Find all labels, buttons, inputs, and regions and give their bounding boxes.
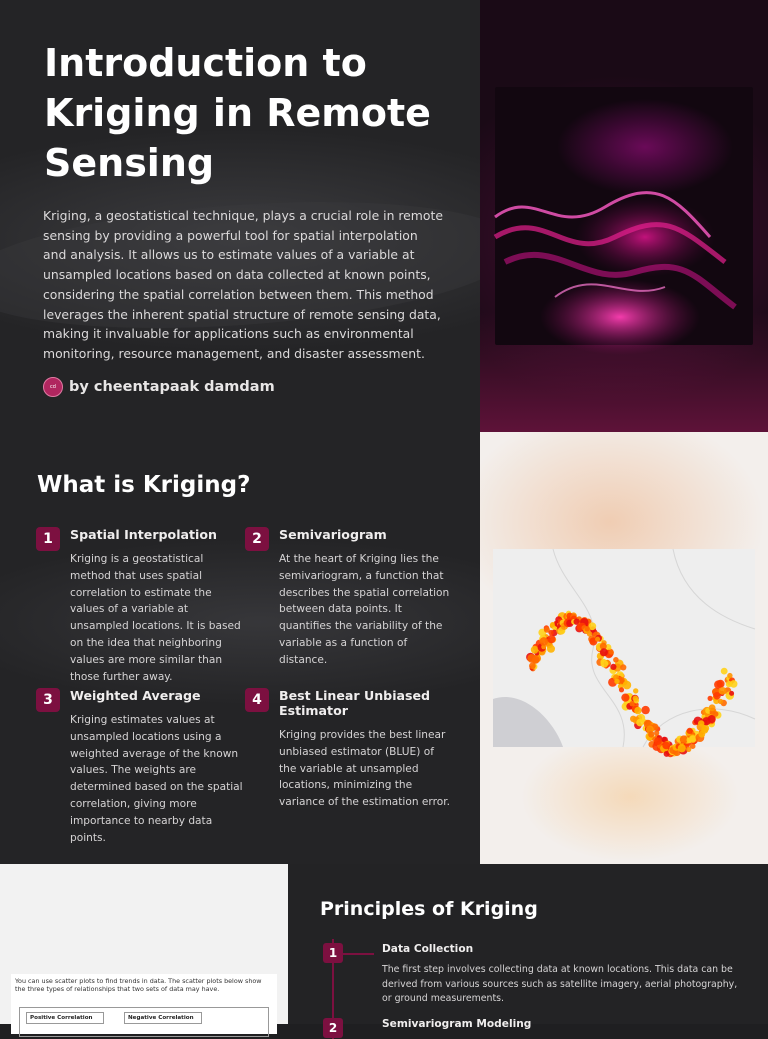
avatar: cd [43,377,63,397]
positive-correlation-label: Positive Correlation [26,1012,104,1024]
step-heading: Data Collection [382,943,474,955]
card-heading: Spatial Interpolation [70,527,217,542]
intro-paragraph: Kriging, a geostatistical technique, plays a crucial role in remote sensing by providing a powerful tool for spatial interpolation and analysis. It allows us to estimate values of a variable at unsampled locations based on data collected at known points, considering the spatial correlation between them. This method leverages the inherent spatial structure of remote sensing data, making it invaluable for applications such as environmental monitoring, resource management, and disaster assessment. [43,208,443,361]
intro-text-panel [0,0,480,432]
scatter-doc-panel [0,864,288,1024]
card-heading: Best Linear Unbiased Estimator [279,688,431,718]
card-body: At the heart of Kriging lies the semivariogram, a function that describes the spatial correlation between data points. It quantifies the variability of the variable as a function of distance. [279,553,450,666]
card-body: Kriging provides the best linear unbiased estimator (BLUE) of the variable at unsampled locations, minimizing the variance of the estimation error. [279,729,450,809]
slide-intro [0,0,768,432]
step-number: 1 [323,943,343,963]
heatmap-image [493,549,755,747]
slide-principles [0,864,768,1035]
card-number: 1 [36,527,60,551]
negative-correlation-label: Negative Correlation [124,1012,202,1024]
card-number: 2 [245,527,269,551]
card-spatial-interpolation [36,527,241,687]
card-number: 3 [36,688,60,712]
slide-title: Introduction to Kriging in Remote Sensing [44,41,431,185]
section-title: What is Kriging? [37,472,251,498]
card-semivariogram [245,527,450,677]
author-line [43,377,275,397]
card-body: Kriging estimates values at unsampled locations using a weighted average of the known values. The weights are determined based on the spatial correlation, giving more importance to nearby data points. [70,714,243,844]
abstract-magenta-image [495,87,753,345]
author-name: by cheentapaak damdam [69,379,275,395]
section-title: Principles of Kriging [320,898,538,920]
card-body: Kriging is a geostatistical method that uses spatial correlation to estimate the values of a variable at unsampled locations. It is based on the idea that neighboring values are more similar than those further away. [70,553,241,683]
card-weighted-average [36,688,243,848]
map-image-panel [480,432,768,864]
scatter-plot-document [11,974,277,1034]
step-number: 2 [323,1018,343,1038]
slide-what-is-kriging [0,432,768,864]
step-body: The first step involves collecting data at known locations. This data can be derived from various sources such as satellite imagery, aerial photography, or ground measurements. [382,964,738,1005]
card-blue-estimator [245,688,450,848]
card-heading: Weighted Average [70,688,201,703]
correlation-examples [19,1007,269,1037]
definition-panel [0,432,480,864]
card-number: 4 [245,688,269,712]
magenta-waves-graphic [495,87,753,345]
step-heading: Semivariogram Modeling [382,1018,532,1030]
doc-text: You can use scatter plots to find trends in data. The scatter plots below show the three types of relationships that two sets of data may have. [15,977,262,993]
card-heading: Semivariogram [279,527,387,542]
fire-hotspot-map [493,549,755,747]
intro-image-panel [480,0,768,432]
